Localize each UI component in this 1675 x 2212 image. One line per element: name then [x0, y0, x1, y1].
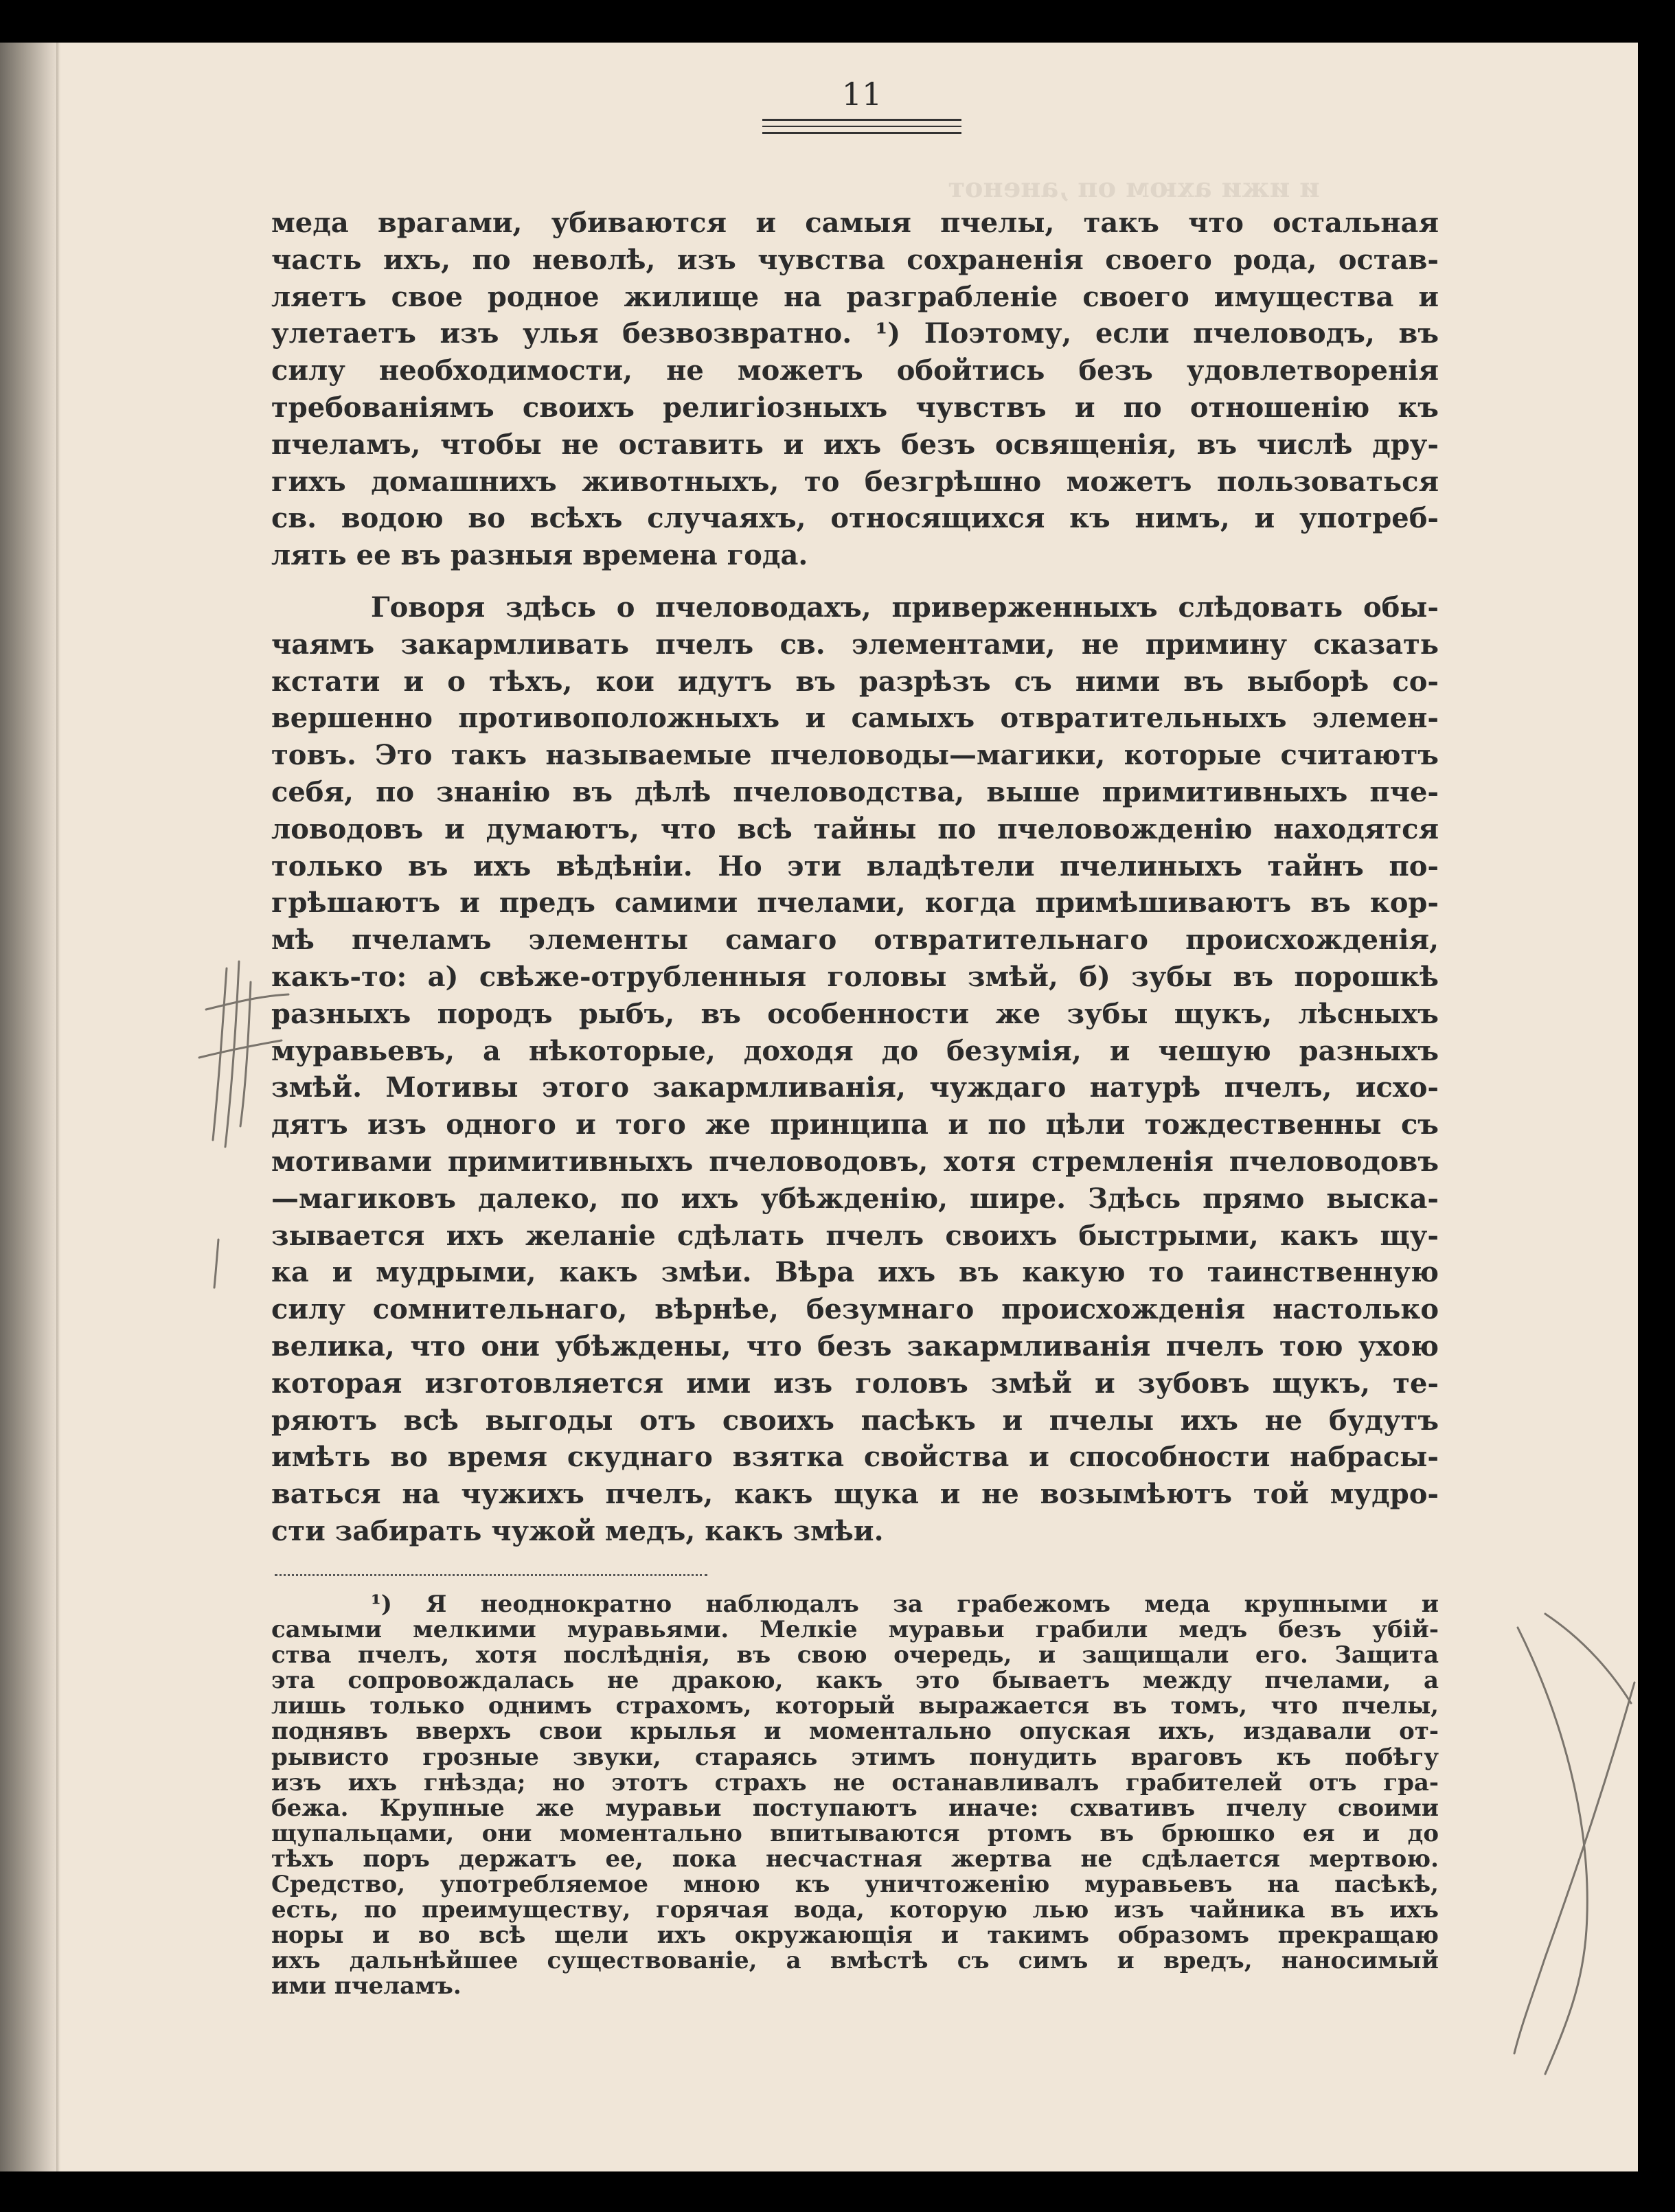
- text-line: ка и мудрыми, какъ змѣи. Вѣра ихъ въ какую то таинственную: [271, 1256, 1439, 1289]
- text-line: вершенно противоположныхъ и самыхъ отвратительныхъ элемен-: [271, 702, 1439, 735]
- bleed-through-ghost: и ижи ахюм оп ,аненот: [948, 172, 1320, 204]
- header-rule: [762, 119, 961, 121]
- text-line: себя, по знанію въ дѣлѣ пчеловодства, выше примитивныхъ пче-: [271, 775, 1439, 808]
- header-rule: [762, 126, 961, 127]
- text-line: дятъ изъ одного и того же принципа и по цѣли тождественны съ: [271, 1108, 1439, 1141]
- text-line: товъ. Это такъ называемые пчеловоды—магики, которые считаютъ: [271, 739, 1439, 772]
- text-line: часть ихъ, по неволѣ, изъ чувства сохраненія своего рода, остав-: [271, 243, 1439, 276]
- footnote-line: есть, по преимуществу, горячая вода, которую лью изъ чайника въ ихъ: [271, 1897, 1439, 1924]
- text-line: мѣ пчеламъ элементы самаго отвратительнаго происхожденія,: [271, 924, 1439, 957]
- text-line: —магиковъ далеко, по ихъ убѣжденію, шире. Здѣсь прямо выска-: [271, 1182, 1439, 1215]
- footnote-line: бежа. Крупные же муравьи поступаютъ иначе: схвативъ пчелу своими: [271, 1795, 1439, 1821]
- footnote-separator: [275, 1574, 707, 1576]
- footnote-line: тѣхъ поръ держатъ ее, пока несчастная жертва не сдѣлается мертвою.: [271, 1846, 1439, 1873]
- text-line: св. водою во всѣхъ случаяхъ, относящихся къ нимъ, и употреб-: [271, 502, 1439, 535]
- text-line: разныхъ породъ рыбъ, въ особенности же зубы щукъ, лѣсныхъ: [271, 997, 1439, 1030]
- binding-shadow: [0, 43, 62, 2171]
- text-line: пчеламъ, чтобы не оставить и ихъ безъ освященія, въ числѣ дру-: [271, 428, 1439, 461]
- text-line: какъ-то: а) свѣже-отрубленныя головы змѣй, б) зубы въ порошкѣ: [271, 960, 1439, 993]
- text-line: ваться на чужихъ пчелъ, какъ щука и не возымѣютъ той мудро-: [271, 1478, 1439, 1511]
- text-line: требованіямъ своихъ религіозныхъ чувствъ и по отношенію къ: [271, 391, 1439, 424]
- pencil-mark-right: [1504, 1600, 1641, 2081]
- text-line: ловодовъ и думаютъ, что всѣ тайны по пчеловожденію находятся: [271, 812, 1439, 845]
- page-number: 11: [841, 76, 882, 113]
- text-line: грѣшаютъ и предъ самими пчелами, когда примѣшиваютъ въ кор-: [271, 887, 1439, 920]
- text-line: муравьевъ, а нѣкоторые, доходя до безумія, и чешую разныхъ: [271, 1034, 1439, 1067]
- text-line: сти забирать чужой медъ, какъ змѣи.: [271, 1514, 884, 1547]
- pencil-mark-left-small: [206, 1236, 233, 1291]
- text-line: лять ее въ разныя времена года.: [271, 539, 808, 572]
- footnote-line: рывисто грозные звуки, стараясь этимъ понудить враговъ къ побѣгу: [271, 1744, 1439, 1770]
- footnote-line: ими пчеламъ.: [271, 1974, 462, 2000]
- footnote-line: лишь только однимъ страхомъ, который выражается въ томъ, что пчелы,: [271, 1694, 1439, 1720]
- text-line: чаямъ закармливать пчелъ св. элементами, не примину сказать: [271, 628, 1439, 661]
- footnote-line: норы и во всѣ щели ихъ окружающія и такимъ образомъ прекращаю: [271, 1923, 1439, 1949]
- footnote-line: поднявъ вверхъ свои крылья и моментально опуская ихъ, издавали от-: [271, 1719, 1439, 1745]
- text-line: ляетъ свое родное жилище на разграбленіе своего имущества и: [271, 280, 1439, 313]
- footnote-line: ства пчелъ, хотя послѣднія, въ свою очередь, и защищали его. Защита: [271, 1643, 1439, 1669]
- footnote-line: эта сопровождалась не дракою, какъ это бываетъ между пчелами, а: [271, 1668, 1439, 1694]
- text-line: силу сомнительнаго, вѣрнѣе, безумнаго происхожденія настолько: [271, 1293, 1439, 1326]
- text-line: меда врагами, убиваются и самыя пчелы, такъ что остальная: [271, 207, 1439, 239]
- pencil-mark-left: [185, 955, 295, 1161]
- footnote-line: самыми мелкими муравьями. Мелкіе муравьи грабили медъ безъ убій-: [271, 1617, 1439, 1643]
- footnote: [271, 1592, 1439, 2000]
- footnote-line: изъ ихъ гнѣзда; но этотъ страхъ не останавливалъ грабителей отъ гра-: [271, 1770, 1439, 1796]
- text-line: мотивами примитивныхъ пчеловодовъ, хотя стремленія пчеловодовъ: [271, 1145, 1439, 1178]
- main-text: [271, 205, 1439, 1550]
- header-rule: [762, 132, 961, 134]
- footnote-line: Средство, употребляемое мною къ уничтоженію муравьевъ на пасѣкѣ,: [271, 1872, 1439, 1898]
- text-line: змѣй. Мотивы этого закармливанія, чуждаго натурѣ пчелъ, исхо-: [271, 1071, 1439, 1104]
- text-line: ряютъ всѣ выгоды отъ своихъ пасѣкъ и пчелы ихъ не будутъ: [271, 1404, 1439, 1437]
- text-line: зывается ихъ желаніе сдѣлать пчелъ своихъ быстрыми, какъ щу-: [271, 1219, 1439, 1252]
- footnote-line: щупальцами, они моментально впитываются ртомъ въ брюшко ея и до: [271, 1821, 1439, 1847]
- text-line: улетаетъ изъ улья безвозвратно. ¹) Поэтому, если пчеловодъ, въ: [271, 317, 1439, 350]
- text-line: велика, что они убѣждены, что безъ закармливанія пчелъ тою ухою: [271, 1330, 1439, 1362]
- text-line: имѣть во время скуднаго взятка свойства и способности набрасы-: [271, 1441, 1439, 1474]
- text-line: Говоря здѣсь о пчеловодахъ, приверженныхъ слѣдовать обы-: [371, 591, 1439, 624]
- text-line: которая изготовляется ими изъ головъ змѣй и зубовъ щукъ, те-: [271, 1367, 1439, 1400]
- text-line: силу необходимости, не можетъ обойтись безъ удовлетворенія: [271, 354, 1439, 387]
- paragraph-gap: [271, 574, 1439, 589]
- text-line: только въ ихъ вѣдѣніи. Но эти владѣтели пчелиныхъ тайнъ по-: [271, 850, 1439, 882]
- binding-fold: [56, 43, 60, 2171]
- text-line: кстати и о тѣхъ, кои идутъ въ разрѣзъ съ ними въ выборѣ со-: [271, 665, 1439, 698]
- footnote-line: ихъ дальнѣйшее существованіе, а вмѣстѣ съ симъ и вредъ, наносимый: [271, 1948, 1439, 1974]
- footnote-line: ¹) Я неоднократно наблюдалъ за грабежомъ меда крупными и: [371, 1592, 1439, 1618]
- text-line: гихъ домашнихъ животныхъ, то безгрѣшно можетъ пользоваться: [271, 465, 1439, 498]
